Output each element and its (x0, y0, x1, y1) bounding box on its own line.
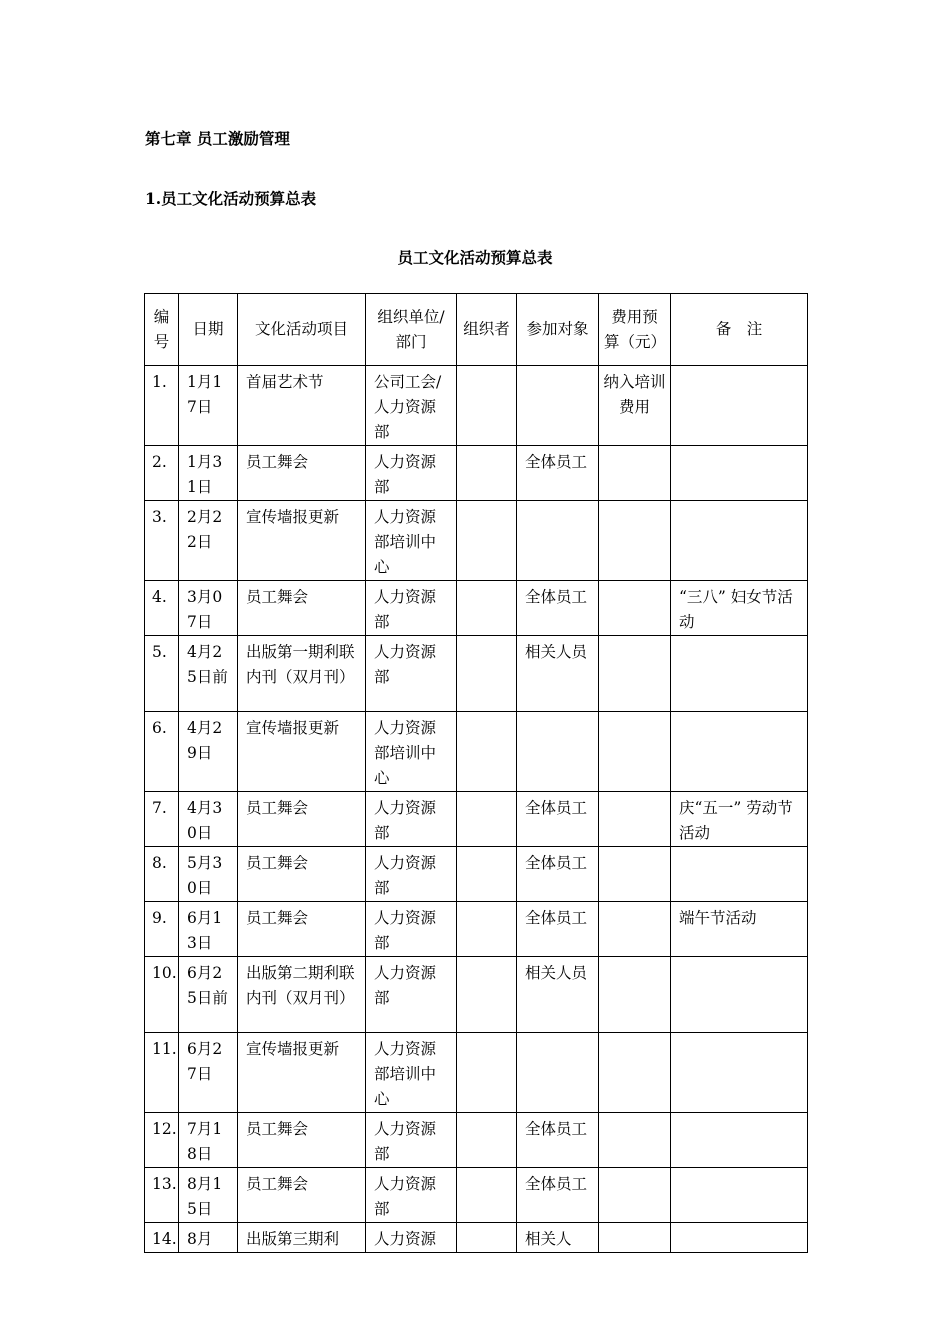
row-remarks (671, 1168, 808, 1223)
row-activity: 员工舞会 (238, 581, 366, 636)
row-participants: 全体员工 (517, 446, 599, 501)
row-organizer (457, 847, 517, 902)
row-unit: 人力资源部 (366, 902, 457, 957)
row-unit: 人力资源部 (366, 581, 457, 636)
row-budget (599, 446, 671, 501)
row-date: 7月18日 (179, 1113, 238, 1168)
table-row (145, 1113, 808, 1168)
header-budget: 费用预算（元） (599, 294, 671, 366)
row-unit: 人力资源部 (366, 792, 457, 847)
row-participants: 全体员工 (517, 1168, 599, 1223)
row-activity: 员工舞会 (238, 446, 366, 501)
row-date: 4月30日 (179, 792, 238, 847)
header-activity: 文化活动项目 (238, 294, 366, 366)
row-remarks: “三八” 妇女节活动 (671, 581, 808, 636)
row-number: 12. (145, 1113, 179, 1168)
row-number: 3. (145, 501, 179, 581)
row-budget (599, 847, 671, 902)
row-budget (599, 1033, 671, 1113)
table-row (145, 712, 808, 792)
row-number: 8. (145, 847, 179, 902)
table-row (145, 902, 808, 957)
table-row (145, 366, 808, 446)
row-date: 8月 (179, 1223, 238, 1253)
row-date: 3月07日 (179, 581, 238, 636)
row-number: 14. (145, 1223, 179, 1253)
table-header-row (145, 294, 808, 366)
header-date: 日期 (179, 294, 238, 366)
row-participants (517, 1033, 599, 1113)
row-organizer (457, 1168, 517, 1223)
row-participants: 相关人员 (517, 636, 599, 712)
table-row (145, 847, 808, 902)
row-budget (599, 957, 671, 1033)
row-organizer (457, 902, 517, 957)
row-activity: 员工舞会 (238, 792, 366, 847)
row-participants: 全体员工 (517, 1113, 599, 1168)
row-activity: 宣传墙报更新 (238, 1033, 366, 1113)
row-unit: 人力资源部 (366, 446, 457, 501)
row-budget: 纳入培训费用 (599, 366, 671, 446)
row-activity: 出版第一期利联内刊（双月刊） (238, 636, 366, 712)
row-participants: 全体员工 (517, 902, 599, 957)
row-date: 8月15日 (179, 1168, 238, 1223)
row-organizer (457, 712, 517, 792)
row-budget (599, 581, 671, 636)
row-activity: 首届艺术节 (238, 366, 366, 446)
row-number: 9. (145, 902, 179, 957)
table-row (145, 636, 808, 712)
row-participants: 全体员工 (517, 792, 599, 847)
row-activity: 出版第三期利 (238, 1223, 366, 1253)
row-remarks (671, 957, 808, 1033)
row-unit: 人力资源部 (366, 957, 457, 1033)
row-remarks (671, 501, 808, 581)
row-organizer (457, 581, 517, 636)
row-budget (599, 902, 671, 957)
row-activity: 员工舞会 (238, 847, 366, 902)
row-remarks (671, 636, 808, 712)
row-remarks: 端午节活动 (671, 902, 808, 957)
row-remarks: 庆“五一” 劳动节活动 (671, 792, 808, 847)
row-remarks (671, 1033, 808, 1113)
row-organizer (457, 1223, 517, 1253)
header-organizer: 组织者 (457, 294, 517, 366)
row-budget (599, 712, 671, 792)
table-row (145, 446, 808, 501)
row-date: 6月27日 (179, 1033, 238, 1113)
header-remarks: 备 注 (671, 294, 808, 366)
row-activity: 员工舞会 (238, 902, 366, 957)
row-number: 11. (145, 1033, 179, 1113)
row-organizer (457, 366, 517, 446)
row-organizer (457, 636, 517, 712)
row-activity: 员工舞会 (238, 1113, 366, 1168)
row-participants (517, 712, 599, 792)
row-participants: 全体员工 (517, 581, 599, 636)
row-organizer (457, 501, 517, 581)
row-number: 6. (145, 712, 179, 792)
row-date: 4月25日前 (179, 636, 238, 712)
section-title: 1.员工文化活动预算总表 (145, 189, 317, 208)
row-budget (599, 1113, 671, 1168)
row-unit: 人力资源部 (366, 1113, 457, 1168)
header-no: 编号 (145, 294, 179, 366)
row-number: 2. (145, 446, 179, 501)
row-date: 5月30日 (179, 847, 238, 902)
row-number: 5. (145, 636, 179, 712)
row-date: 6月25日前 (179, 957, 238, 1033)
row-activity: 宣传墙报更新 (238, 501, 366, 581)
row-activity: 出版第二期利联内刊（双月刊） (238, 957, 366, 1033)
row-organizer (457, 792, 517, 847)
row-budget (599, 1168, 671, 1223)
table-body (145, 366, 808, 1253)
chapter-title: 第七章 员工激励管理 (145, 129, 290, 148)
row-participants: 相关人 (517, 1223, 599, 1253)
row-number: 13. (145, 1168, 179, 1223)
row-budget (599, 1223, 671, 1253)
row-number: 10. (145, 957, 179, 1033)
row-unit: 人力资源部培训中心 (366, 712, 457, 792)
header-participants: 参加对象 (517, 294, 599, 366)
table-row (145, 792, 808, 847)
table-row (145, 1168, 808, 1223)
row-date: 1月17日 (179, 366, 238, 446)
budget-table (144, 293, 808, 1253)
row-activity: 员工舞会 (238, 1168, 366, 1223)
row-participants (517, 366, 599, 446)
row-activity: 宣传墙报更新 (238, 712, 366, 792)
row-budget (599, 501, 671, 581)
row-remarks (671, 1113, 808, 1168)
row-budget (599, 636, 671, 712)
row-budget (599, 792, 671, 847)
row-date: 6月13日 (179, 902, 238, 957)
row-date: 2月22日 (179, 501, 238, 581)
row-unit: 人力资源部 (366, 1168, 457, 1223)
row-number: 7. (145, 792, 179, 847)
row-participants (517, 501, 599, 581)
row-organizer (457, 1033, 517, 1113)
row-unit: 人力资源部 (366, 636, 457, 712)
row-remarks (671, 446, 808, 501)
row-unit: 人力资源部培训中心 (366, 1033, 457, 1113)
row-remarks (671, 366, 808, 446)
row-remarks (671, 1223, 808, 1253)
row-unit: 人力资源部培训中心 (366, 501, 457, 581)
table-row (145, 1223, 808, 1253)
row-date: 1月31日 (179, 446, 238, 501)
row-date: 4月29日 (179, 712, 238, 792)
row-organizer (457, 446, 517, 501)
row-number: 1. (145, 366, 179, 446)
row-organizer (457, 1113, 517, 1168)
row-participants: 相关人员 (517, 957, 599, 1033)
row-unit: 公司工会/人力资源部 (366, 366, 457, 446)
row-number: 4. (145, 581, 179, 636)
table-row (145, 957, 808, 1033)
table-row (145, 1033, 808, 1113)
row-organizer (457, 957, 517, 1033)
row-participants: 全体员工 (517, 847, 599, 902)
row-unit: 人力资源 (366, 1223, 457, 1253)
row-remarks (671, 712, 808, 792)
header-unit: 组织单位/部门 (366, 294, 457, 366)
row-unit: 人力资源部 (366, 847, 457, 902)
table-row (145, 581, 808, 636)
table-row (145, 501, 808, 581)
table-title: 员工文化活动预算总表 (397, 248, 553, 267)
row-remarks (671, 847, 808, 902)
